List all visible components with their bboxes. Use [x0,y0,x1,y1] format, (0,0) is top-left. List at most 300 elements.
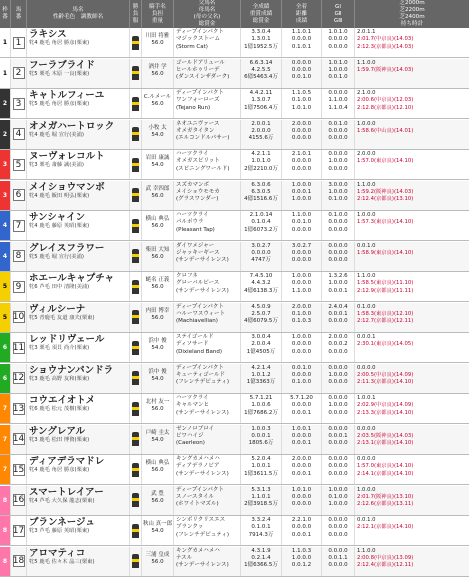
jockey-name[interactable]: 武 豊 [151,490,164,497]
silks-cell [130,59,142,88]
dam: ジャッキーギース [176,249,220,256]
pedigree-cell [174,89,241,118]
g3-record: 0.0.0.0 [328,43,348,50]
statistic-cell [282,516,322,545]
waku-cell [0,242,11,271]
jockey-cell [142,242,174,271]
weight: 56.0 [151,558,164,565]
all-record: 2.1.0.14 [249,212,273,218]
horse-name-link[interactable]: サングレアル [29,425,85,437]
dam-sire: (ホワイトマズル) [176,501,219,508]
distance-cell [355,150,469,179]
weight: 56.0 [151,40,164,46]
table-row [0,364,469,394]
stat-line: 1.1.0.1 [291,29,312,35]
statistic-cell [282,59,322,88]
g2-record: 0.0.0.1 [328,310,348,317]
dist-record: 1.0.0.0 [357,120,376,127]
horse-name-link[interactable]: ヌーヴォレコルト [29,151,105,162]
sire: ディープインパクト [176,29,224,35]
distance-cell [355,516,469,545]
waku-number: 1 [0,59,10,88]
horse-number: 10 [12,312,25,322]
horse-info: 牝3 栗毛 斎藤 誠(美浦) [29,162,84,168]
horse-number-cell [11,486,27,515]
sire: ディープインパクト [176,364,224,371]
jockey-name[interactable]: 三浦 皇成 [145,551,170,558]
silks-cell [130,150,142,179]
dam-sire: (サンデーサイレンス) [176,287,229,294]
stat-line: 0.0.0.0 [291,432,312,439]
sire: キングカメハメハ [176,547,220,554]
g2-record: 1.0.0.0 [328,66,348,73]
horse-info: 牝3 鹿毛 松田 博資(栗東) [29,436,90,443]
horse-number: 2 [13,67,25,79]
jockey-name[interactable]: 岩田 康誠 [145,155,170,161]
graded-record: 1.3.0.7 [251,97,271,104]
horse-number-cell [11,59,27,88]
waku-cell [0,394,11,423]
waku-cell [0,364,11,393]
waku-number: 3 [0,181,10,210]
horse-info: 牝4 鹿毛 飯田 明弘(栗東) [29,192,90,199]
horse-info: 牝5 青鹿毛 友道 康夫(栗東) [29,314,95,321]
horse-number: 13 [12,403,25,414]
horse-number-cell [11,242,27,271]
weight: 56.0 [151,314,164,321]
horse-name-link[interactable]: キャトルフィーユ [29,90,105,101]
g3-record: 0.0.0.0 [328,135,348,142]
stat-line: 1.1.0.5 [291,90,312,96]
grade-cell [322,425,355,454]
dam: パルポウラ [176,219,204,226]
pedigree-cell [174,516,241,545]
distance-cell [355,364,469,393]
dist-record: 0.1.0.0 [357,303,376,310]
jockey-name[interactable]: 蛯名 正義 [145,277,170,283]
stat-line: 2.0.0.0 [291,456,312,462]
pedigree-cell [174,28,241,57]
waku-number: 4 [0,211,10,240]
jockey-name[interactable]: C.ルメール [143,94,172,100]
silks-icon [132,463,139,477]
waku-number: 5 [0,272,10,301]
jockey-cell [142,28,174,57]
horse-name-cell [27,516,130,545]
earnings: 2億3918.5万 [244,501,278,508]
dam: ヒールホゥリーデ [176,66,220,73]
stat-line: 1.0.1.0 [291,486,312,493]
weight: 54.0 [151,162,164,168]
g1-record: 1.0.1.0 [328,29,348,35]
silks-cell [130,455,142,484]
record-cell [241,516,282,545]
stat-line: 0.0.0.0 [291,59,312,66]
all-record: 5.2.0.4 [251,456,271,462]
g3-record: 0.0.0.1 [328,287,348,294]
best-time-2000: 1:59.7(阪神良)(14.03) [357,66,414,73]
graded-record: 1.0.1.2 [251,371,271,378]
stat-line: 0.0.0.0 [291,165,312,172]
dist-record: 1.1.0.0 [357,59,376,66]
weight: 56.0 [151,101,164,107]
weight: 56.0 [151,223,164,229]
record-cell [241,181,282,210]
horse-name-link[interactable]: コウエイオトメ [29,395,96,406]
graded-record: 0.2.1.4 [251,554,271,561]
all-record: 2.0.0.1 [251,120,271,127]
dam-sire: (エルコンドルパサー) [176,135,230,142]
record-cell [241,333,282,362]
stat-line: 1.1.0.3 [291,547,312,554]
graded-record: 2.0.0.4 [251,341,271,348]
stat-line: 1.0.0.0 [291,196,312,203]
waku-number: 7 [0,425,10,454]
jockey-name[interactable]: 秋山 真一郎 [142,521,173,527]
horse-name-cell [27,28,130,57]
horse-name-link[interactable]: グレイスフラワー [29,242,105,254]
g1-record: 3.0.0.0 [328,181,348,188]
waku-number: 6 [0,333,10,362]
silks-icon [132,493,139,507]
horse-name-cell [27,455,130,484]
horse-number: 8 [13,250,25,262]
best-time-2000: 1:57.0(東京良)(14.10) [357,158,414,165]
horse-info: 牝3 栗毛 須貝 尚介(栗東) [29,345,90,351]
waku-number: 8 [0,516,10,545]
stat-line: 0.0.0.1 [291,531,312,538]
dam: ディアデラノビア [176,463,220,470]
pedigree-cell [174,486,241,515]
weight: 54.0 [151,528,164,534]
dist-record: 0.0.0.1 [357,334,376,340]
stat-line: 0.0.0.0 [291,493,312,500]
distance-cell [355,547,469,576]
dist-record: 0.0.1.0 [357,242,376,249]
grade-cell [322,303,355,332]
horse-number-cell [11,516,27,545]
jockey-cell [142,303,174,332]
dist-record: 0.0.0.0 [357,425,376,432]
horse-name-cell [27,150,130,179]
distance-cell [355,425,469,454]
horse-number-cell [11,364,27,393]
weight: 56.0 [151,284,164,290]
dam: ディソサード [176,341,209,348]
horse-name-link[interactable]: レッドリヴェール [29,334,105,345]
record-cell [241,455,282,484]
horse-name-link[interactable]: ディアデラマドレ [29,456,105,467]
stat-line: 1.0.0.0 [291,334,312,340]
waku-number: 8 [0,547,10,576]
jockey-cell [142,89,174,118]
jockey-cell [142,364,174,393]
horse-number-cell [11,303,27,332]
silks-icon [132,371,139,385]
stat-line: 0.0.1.0 [291,74,312,81]
jockey-name[interactable]: 柴田 大知 [145,246,170,253]
waku-cell [0,547,11,576]
dam-sire: (ダンスインザダーク) [176,74,230,81]
earnings: 1億3363万 [246,379,276,386]
jockey-name[interactable]: 小牧 太 [148,124,167,131]
horse-name-cell [27,59,130,88]
distance-cell [355,272,469,301]
dam-sire: (Tejano Run) [176,104,211,111]
jockey-name[interactable]: 内田 博幸 [145,307,170,314]
stat-line: 0.0.0.0 [291,341,312,348]
table-row [0,242,469,272]
stat-line: 0.0.0.1 [291,188,312,195]
stat-line: 2.2.1.0 [291,517,312,523]
all-record: 3.3.0.4 [251,29,271,35]
best-time-2000: 2:01.7(中京良)(14.03) [357,36,414,43]
stat-line: 0.0.0.0 [291,280,312,287]
header-grade: GⅠ GⅡ GⅢ [322,0,355,28]
pedigree-cell [174,303,241,332]
dist-record: 1.0.0.1 [357,395,376,401]
record-cell [241,242,282,271]
silks-cell [130,272,142,301]
horse-number: 3 [13,98,25,110]
horse-name-link[interactable]: フーラブライド [29,59,95,71]
stat-line: 2.0.0.0 [291,303,312,310]
g1-record: 0.0.0.0 [328,364,348,371]
dist-record: 2.0.0.0 [357,151,376,157]
weight: 54.0 [151,436,164,443]
table-row [0,394,469,424]
horse-name-link[interactable]: ラキシス [29,29,67,40]
header-dist: 芝2000m 芝2200m 芝2400m 持ち時計 [399,0,425,27]
g2-record: 0.0.0.0 [328,219,348,226]
stat-line: 0.0.0.0 [291,524,312,531]
horse-name-link[interactable]: アロマティコ [29,547,86,559]
waku-cell [0,455,11,484]
record-cell [241,150,282,179]
sire: ディープインパクト [176,90,224,96]
jockey-name[interactable]: 北村 友一 [145,399,170,405]
horse-number: 18 [12,556,25,566]
all-record: 5.7.1.21 [249,395,273,401]
distance-cell [355,181,469,210]
grade-cell [322,516,355,545]
g2-record: 1.0.0.0 [328,402,348,409]
statistic-cell [282,333,322,362]
silks-cell [130,242,142,271]
grade-cell [322,120,355,149]
best-time-2000: 2:00.8(中京良)(13.09) [357,554,414,561]
all-record: 5.3.1.3 [251,486,271,493]
header-jockey: 騎手名 負担 重量 [142,0,174,28]
jockey-name[interactable]: 浜中 俊 [148,368,167,375]
best-time-2200: 2:14.1(京都良)(14.10) [357,470,414,477]
distance-cell [355,303,469,332]
table-row [0,59,469,89]
sire: クロフネ [176,273,198,279]
g3-record: 0.0.0.0 [328,257,348,264]
jockey-name[interactable]: 浜中 俊 [148,338,167,344]
jockey-cell [142,516,174,545]
horse-name-link[interactable]: サンシャイン [29,212,86,223]
graded-record: 0.0.0.1 [251,432,271,439]
earnings: 1億7686.2万 [244,409,278,416]
g2-record: 0.0.0.0 [328,249,348,256]
distance-cell [355,59,469,88]
horse-number: 5 [13,159,25,171]
horse-name-link[interactable]: ホエールキャプチャ [29,273,115,284]
g2-record: 0.0.0.1 [328,432,348,439]
g3-record: 0.1.0.0 [328,196,348,203]
pedigree-cell [174,455,241,484]
best-time-2000: 2:01.7(阪神良)(13.10) [357,493,414,500]
grade-cell [322,364,355,393]
g3-record: 0.0.0.0 [328,470,348,477]
pedigree-cell [174,425,241,454]
jockey-cell [142,211,174,240]
graded-record: 0.0.0.0 [251,249,271,256]
all-record: 4.2.1.4 [251,364,271,371]
record-cell [241,28,282,57]
horse-info: 牝6 鹿毛 松元 茂樹(栗東) [29,406,90,412]
stat-line: 0.0.0.0 [291,36,312,43]
horse-name-link[interactable]: メイショウマンボ [29,181,105,193]
weight: 56.0 [151,70,164,77]
stat-line: 0.0.0.1 [291,470,312,477]
best-time-2200: 2:12.1(京都良)(14.10) [357,524,414,531]
stat-line: 0.0.1.2 [291,562,312,569]
record-cell [241,120,282,149]
dam: オメガタイタン [176,127,215,134]
stat-line: 2.0.0.0 [291,120,312,127]
waku-cell [0,181,11,210]
jockey-cell [142,394,174,423]
pedigree-cell [174,333,241,362]
waku-cell [0,516,11,545]
waku-cell [0,150,11,179]
earnings: 4億6138.3万 [244,287,278,294]
stat-line: 0.0.0.0 [291,348,312,355]
silks-icon [132,341,139,355]
pedigree-cell [174,181,241,210]
stat-line: 0.0.0.1 [291,440,312,447]
g3-record: 0.0.0.0 [328,440,348,447]
grade-cell [322,211,355,240]
weight: 54.0 [151,375,164,382]
horse-name-cell [27,242,130,271]
graded-record: 2.5.0.7 [251,310,271,317]
best-time-2000: 1:58.3(東京良)(12.10) [357,310,414,317]
stat-line: 0.1.0.0 [291,379,312,386]
waku-number: 3 [0,150,10,179]
dist-record: 1.0.0.0 [357,486,376,493]
silks-cell [130,547,142,576]
stat-line: 0.0.0.0 [291,226,312,233]
jockey-name[interactable]: 川田 将雅 [145,33,170,39]
g1-record: 0.0.0.0 [328,517,348,523]
sire: ディープインパクト [176,486,224,493]
dam-sire: (サンデーサイレンス) [176,470,229,477]
record-cell [241,425,282,454]
jockey-name[interactable]: 横山 典弘 [145,216,170,222]
silks-icon [132,402,139,416]
dam-sire: (Pleasant Tap) [176,226,215,233]
best-time-2000: 1:58.9(東京良)(14.10) [357,249,414,256]
header-name: 馬名 性齢毛色 調教師名 [27,0,130,28]
silks-cell [130,181,142,210]
dam-sire: (フレンチデピュティ) [176,531,229,538]
header-pedigree: 父馬名 母馬名 (母の父名) 総賞金 [174,0,241,28]
pedigree-cell [174,59,241,88]
silks-icon [132,127,139,141]
silks-icon [132,158,139,172]
g1-record: 2.4.0.4 [328,303,348,310]
waku-cell [0,425,11,454]
all-record: 3.0.2.7 [251,242,271,249]
distance-cell [355,120,469,149]
horse-name-cell [27,364,130,393]
jockey-cell [142,333,174,362]
horse-name-link[interactable]: スマートレイアー [29,486,104,498]
horse-name-link[interactable]: ヴィルシーナ [29,303,86,315]
weight: 56.0 [151,406,164,412]
g3-record: 0.0.0.0 [328,165,348,172]
stat-line: 0.0.0.0 [291,66,312,73]
all-record: 4.5.0.9 [251,303,271,310]
weight: 56.0 [151,497,164,504]
jockey-name[interactable]: 武 幸四郎 [145,185,170,192]
horse-name-link[interactable]: オメガハートロック [29,120,115,132]
waku-number: 7 [0,394,10,423]
best-time-2200: 2:13.3(京都良)(14.10) [357,409,414,416]
statistic-cell [282,303,322,332]
waku-number: 1 [0,28,10,57]
table-row [0,211,469,241]
sire: スズカマンボ [176,181,210,188]
table-header [0,0,469,28]
g3-record: 0.0.0.0 [328,318,348,325]
best-time-2000: 1:57.0(東京良)(14.10) [357,463,414,470]
horse-name-link[interactable]: ショウナンパンドラ [29,364,114,376]
earnings: 2億2210.0万 [244,165,278,172]
earnings: 1805.6万 [248,440,274,447]
record-cell [241,394,282,423]
graded-record: 1.3.0.1 [251,36,271,43]
jockey-name[interactable]: 戸崎 圭太 [145,429,170,436]
jockey-cell [142,150,174,179]
dam-sire: (スピニングワールド) [176,165,230,172]
stat-line: 1.0.1.0 [291,104,312,111]
jockey-name[interactable]: 横山 典弘 [145,460,170,466]
dam: キャルマンヒ [176,402,210,409]
table-row [0,181,469,211]
horse-name-cell [27,181,130,210]
statistic-cell [282,425,322,454]
stat-line: 0.0.0.0 [291,257,312,264]
horse-name-link[interactable]: ブランネージュ [29,517,95,528]
jockey-cell [142,486,174,515]
jockey-name[interactable]: 酒井 学 [148,63,167,70]
earnings: 4747万 [251,257,271,264]
table-row [0,150,469,180]
dam-sire: (Storm Cat) [176,43,208,50]
graded-record: 4.2.5.5 [251,66,271,73]
earnings: 4155.6万 [248,135,274,142]
dist-record: 1.1.0.0 [357,181,376,188]
dist-record: 2.1.0.0 [357,90,376,96]
silks-cell [130,394,142,423]
waku-cell [0,272,11,301]
horse-info: 牝4 鹿毛 堀 宣行(美浦) [29,131,84,138]
